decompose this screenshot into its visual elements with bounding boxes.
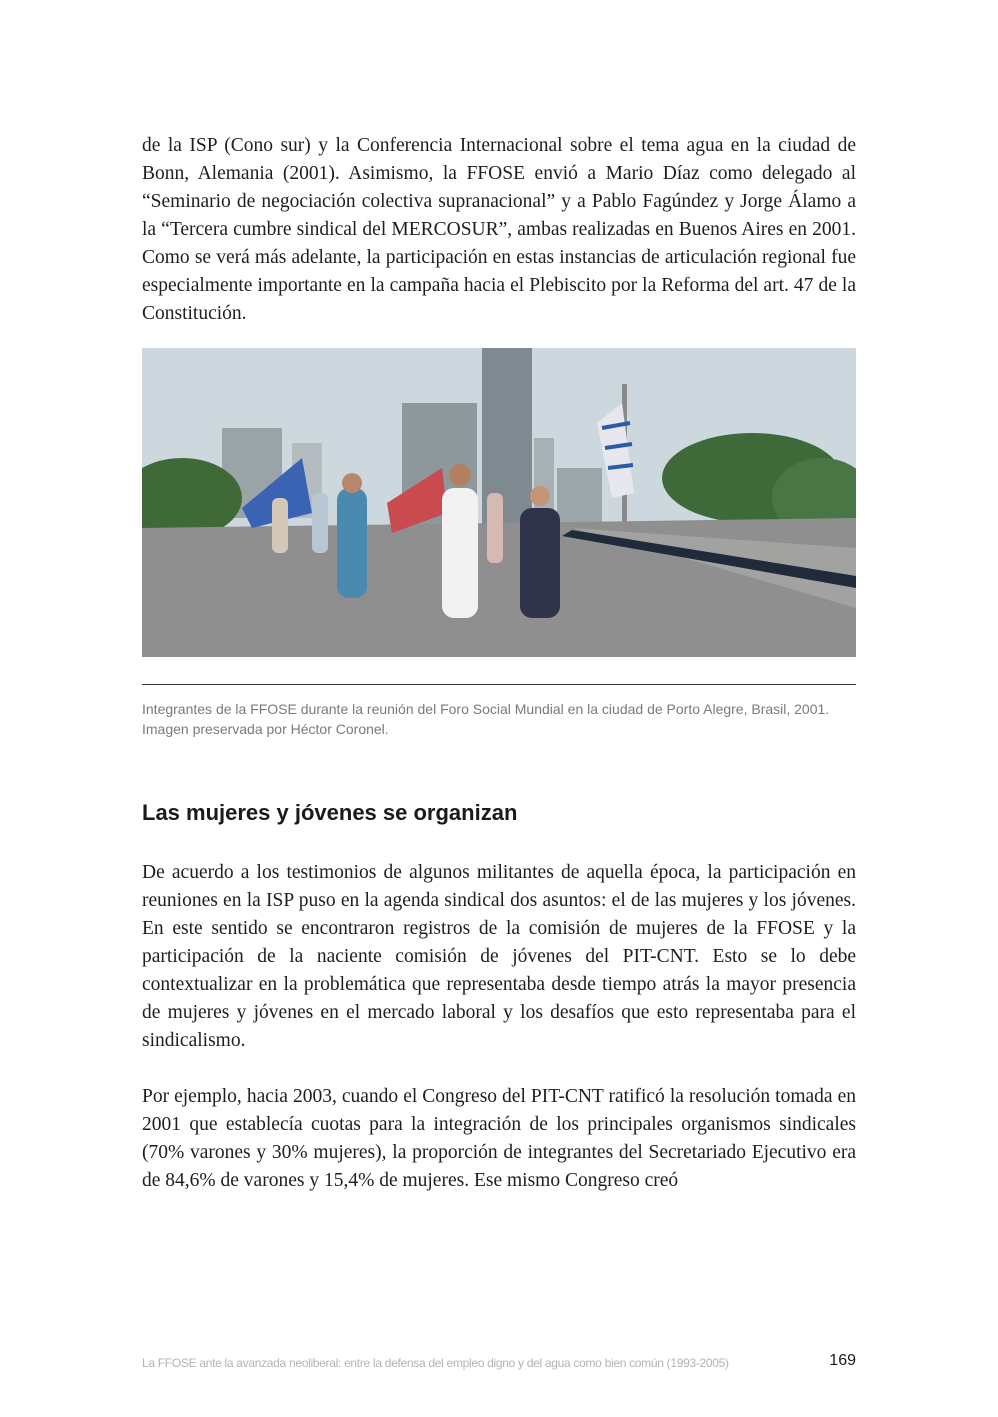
body-paragraph-2: De acuerdo a los testimonios de algunos militantes de aquella época, la participación en reuniones en la ISP puso en la agenda sindical dos asuntos: el de las mujeres y los jóvenes. En este sentido se encontraron registros de la comisión de mujeres de la FFOSE y la participación de la naciente comisión de jóvenes del PIT-CNT. Esto se lo debe contextualizar en la problemática que representaba desde tiempo atrás la mayor presencia de mujeres y jóvenes en el mercado laboral y los desafíos que esto representaba para el sindicalismo.	[142, 862, 856, 1051]
section-heading: Las mujeres y jóvenes se organizan	[142, 800, 518, 825]
photo-caption: Integrantes de la FFOSE durante la reunión del Foro Social Mundial en la ciudad de Porto Alegre, Brasil, 2001. Imagen preservada por Héctor Coronel.	[142, 701, 830, 737]
running-footer-title: La FFOSE ante la avanzada neoliberal: entre la defensa del empleo digno y del agua como bien común (1993-2005)	[142, 1356, 729, 1370]
caption-divider	[142, 684, 856, 685]
march-photo	[142, 348, 856, 657]
page-number: 169	[829, 1352, 856, 1369]
body-paragraph-1: de la ISP (Cono sur) y la Conferencia Internacional sobre el tema agua en la ciudad de Bonn, Alemania (2001). Asimismo, la FFOSE envió a Mario Díaz como delegado al “Seminario de negociación colectiva supranacional” y a Pablo Fagúndez y Jorge Álamo a la “Tercera cumbre sindical del MERCOSUR”, ambas realizadas en Buenos Aires en 2001. Como se verá más adelante, la participación en estas instancias de articulación regional fue especialmente importante en la campaña hacia el Plebiscito por la Reforma del art. 47 de la Constitución.	[142, 135, 856, 324]
body-paragraph-3: Por ejemplo, hacia 2003, cuando el Congreso del PIT-CNT ratificó la resolución tomada en 2001 que establecía cuotas para la integración de los principales organismos sindicales (70% varones y 30% mujeres), la proporción de integrantes del Secretariado Ejecutivo era de 84,6% de varones y 15,4% de mujeres. Ese mismo Congreso creó	[142, 1086, 856, 1191]
